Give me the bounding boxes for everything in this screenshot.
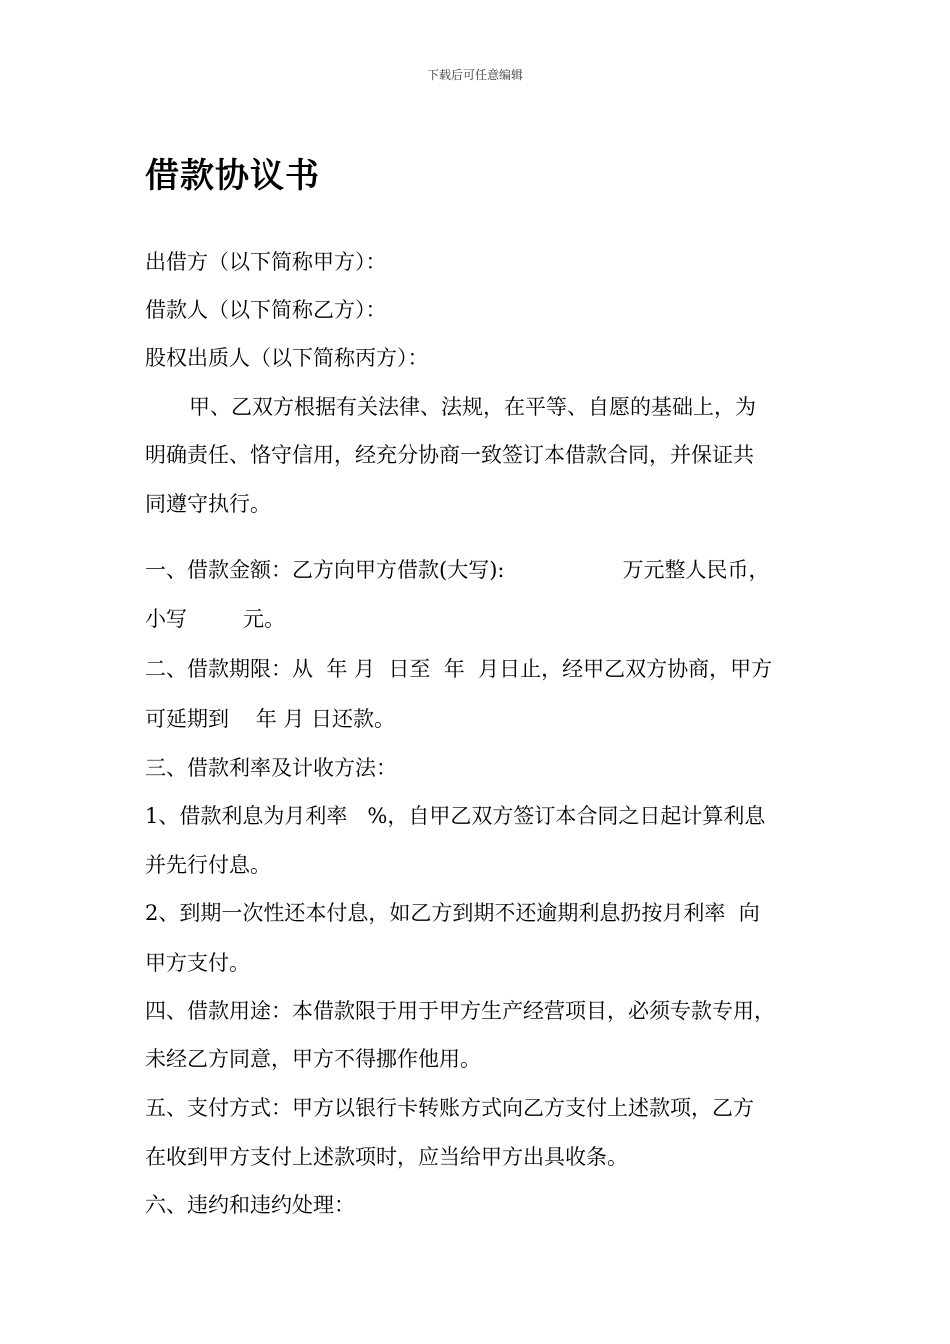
clause-1-amount-label: 一、借款金额：乙方向甲方借款(大写): — [145, 558, 505, 582]
page-header-note: 下载后可任意编辑 — [426, 68, 523, 82]
clause-3-item-2-line-2: 甲方支付。 — [145, 951, 250, 975]
clause-3-heading: 三、借款利率及计收方法： — [145, 756, 397, 780]
clause-4-line-2: 未经乙方同意，甲方不得挪作他用。 — [145, 1047, 481, 1071]
pledgor-line: 股权出质人（以下简称丙方）： — [145, 346, 429, 370]
lender-line: 出借方（以下简称甲方）： — [145, 250, 387, 274]
document-title: 借款协议书 — [145, 156, 320, 196]
clause-1-line-1 — [145, 556, 769, 584]
clause-1-small-unit: 元。 — [243, 607, 285, 631]
preamble-line-1: 甲、乙双方根据有关法律、法规，在平等、自愿的基础上，为 — [189, 395, 756, 419]
clause-4-line-1: 四、借款用途：本借款限于用于甲方生产经营项目，必须专款专用， — [145, 999, 775, 1023]
clause-1-amount-unit: 万元整人民币， — [622, 558, 770, 582]
clause-5-line-1: 五、支付方式：甲方以银行卡转账方式向乙方支付上述款项，乙方 — [145, 1096, 754, 1120]
clause-3-item-1-line-2: 并先行付息。 — [145, 853, 271, 877]
clause-3-item-1-line-1: 1、借款利息为月利率 %，自甲乙双方签订本合同之日起计算利息 — [145, 804, 766, 828]
clause-6-heading: 六、违约和违约处理： — [145, 1193, 355, 1217]
borrower-line: 借款人（以下简称乙方）： — [145, 298, 387, 322]
clause-1-small-label: 小写 — [145, 607, 187, 631]
preamble-line-2: 明确责任、恪守信用，经充分协商一致签订本借款合同，并保证共 — [145, 443, 754, 467]
clause-2-line-2: 可延期到 年 月 日还款。 — [145, 707, 396, 731]
clause-1-line-2 — [145, 605, 285, 633]
preamble-line-3: 同遵守执行。 — [145, 492, 271, 516]
clause-3-item-2-line-1: 2、到期一次性还本付息，如乙方到期不还逾期利息扔按月利率 向 — [145, 901, 760, 925]
clause-2-line-1: 二、借款期限：从 年 月 日至 年 月日止，经甲乙双方协商，甲方 — [145, 657, 773, 681]
clause-5-line-2: 在收到甲方支付上述款项时，应当给甲方出具收条。 — [145, 1145, 628, 1169]
